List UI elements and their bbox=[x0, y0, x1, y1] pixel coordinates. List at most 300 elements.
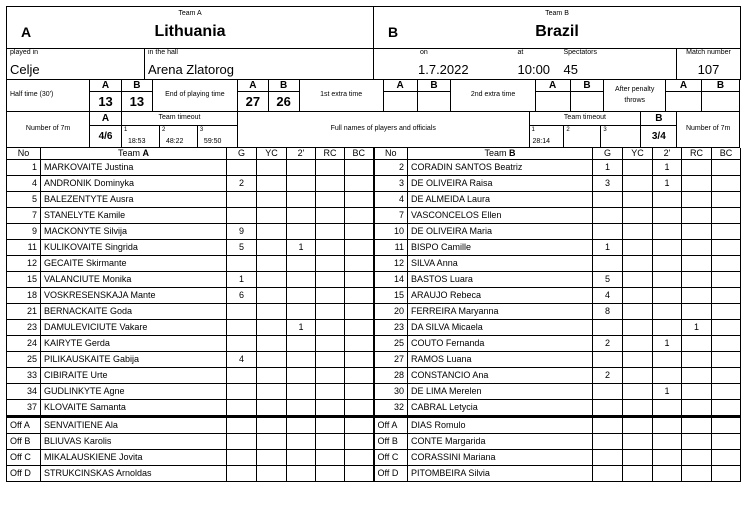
col-rc-a: RC bbox=[316, 148, 345, 160]
official-name: SENVAITIENE Ala bbox=[41, 416, 227, 433]
timeout-a-3 bbox=[197, 125, 237, 147]
player-yc bbox=[623, 335, 653, 351]
player-name: PILIKAUSKAITE Gabija bbox=[41, 351, 227, 367]
player-name: KULIKOVAITE Singrida bbox=[41, 239, 227, 255]
official-row bbox=[7, 416, 741, 433]
official-blank bbox=[653, 465, 682, 481]
player-name: DE LIMA Merelen bbox=[408, 383, 593, 399]
official-blank bbox=[257, 433, 287, 449]
table-row bbox=[7, 223, 741, 239]
player-yc bbox=[623, 319, 653, 335]
date-value: 1.7.2022 bbox=[418, 62, 469, 77]
player-g bbox=[593, 255, 623, 271]
player-name: KAIRYTE Gerda bbox=[41, 335, 227, 351]
official-blank bbox=[257, 465, 287, 481]
at-label: at bbox=[517, 49, 524, 56]
player-g: 1 bbox=[593, 159, 623, 175]
player-rc bbox=[316, 223, 345, 239]
player-name: DE OLIVEIRA Raisa bbox=[408, 175, 593, 191]
official-blank bbox=[623, 416, 653, 433]
official-rows bbox=[7, 416, 741, 481]
player-number: 9 bbox=[7, 223, 41, 239]
end-a-header: A bbox=[237, 80, 268, 92]
player-bc bbox=[345, 175, 374, 191]
table-row bbox=[7, 319, 741, 335]
col-bc-b: BC bbox=[712, 148, 741, 160]
team-a-caption bbox=[7, 10, 373, 18]
official-blank bbox=[316, 449, 345, 465]
penalty-b-score bbox=[701, 92, 739, 112]
player-yc bbox=[623, 351, 653, 367]
player-name: VOSKRESENSKAJA Mante bbox=[41, 287, 227, 303]
player-yc bbox=[623, 287, 653, 303]
player-yc bbox=[257, 223, 287, 239]
player-yc bbox=[623, 191, 653, 207]
player-rc bbox=[682, 335, 712, 351]
player-yc bbox=[257, 351, 287, 367]
end-label: End of playing time bbox=[152, 80, 237, 112]
player-g: 1 bbox=[227, 271, 257, 287]
player-g: 5 bbox=[227, 239, 257, 255]
player-g bbox=[593, 223, 623, 239]
player-two bbox=[653, 399, 682, 416]
player-g bbox=[227, 303, 257, 319]
player-number: 24 bbox=[7, 335, 41, 351]
timeout-a-3-t: 59:50 bbox=[203, 137, 222, 145]
player-name: CIBIRAITE Urte bbox=[41, 367, 227, 383]
half-b-header: B bbox=[121, 80, 152, 92]
played-in-value: Celje bbox=[10, 62, 40, 77]
player-name: VALANCIUTE Monika bbox=[41, 271, 227, 287]
official-blank bbox=[682, 465, 712, 481]
player-two bbox=[653, 207, 682, 223]
player-yc bbox=[623, 383, 653, 399]
extra1-a-score bbox=[383, 92, 417, 112]
official-blank bbox=[316, 416, 345, 433]
player-yc bbox=[257, 191, 287, 207]
official-blank bbox=[682, 433, 712, 449]
player-yc bbox=[257, 335, 287, 351]
official-blank bbox=[287, 449, 316, 465]
player-bc bbox=[712, 255, 741, 271]
player-g: 6 bbox=[227, 287, 257, 303]
player-name: FERREIRA Maryanna bbox=[408, 303, 593, 319]
official-role: Off C bbox=[7, 449, 41, 465]
player-bc bbox=[345, 255, 374, 271]
table-row bbox=[7, 271, 741, 287]
player-bc bbox=[712, 239, 741, 255]
player-yc bbox=[623, 271, 653, 287]
player-two bbox=[653, 223, 682, 239]
official-blank bbox=[712, 465, 741, 481]
official-role: Off B bbox=[7, 433, 41, 449]
player-g: 2 bbox=[593, 335, 623, 351]
official-blank bbox=[712, 416, 741, 433]
player-rc bbox=[682, 159, 712, 175]
player-yc bbox=[623, 223, 653, 239]
penalty-b-header: B bbox=[701, 80, 739, 92]
player-g bbox=[593, 351, 623, 367]
player-bc bbox=[345, 287, 374, 303]
player-rc bbox=[316, 207, 345, 223]
official-role: Off A bbox=[374, 416, 408, 433]
official-blank bbox=[345, 465, 374, 481]
official-row bbox=[7, 449, 741, 465]
player-name: SILVA Anna bbox=[408, 255, 593, 271]
official-blank bbox=[227, 433, 257, 449]
player-bc bbox=[345, 367, 374, 383]
player-g bbox=[593, 191, 623, 207]
player-two: 1 bbox=[653, 335, 682, 351]
player-bc bbox=[345, 207, 374, 223]
played-in-cell bbox=[7, 49, 145, 79]
penalty-a-score bbox=[666, 92, 702, 112]
team-a-caption-letter: A bbox=[197, 10, 202, 17]
player-bc bbox=[712, 351, 741, 367]
player-number: 25 bbox=[7, 351, 41, 367]
player-name: GECAITE Skirmante bbox=[41, 255, 227, 271]
team-a-letter: A bbox=[21, 24, 32, 40]
player-two bbox=[653, 191, 682, 207]
spectators-value: 45 bbox=[563, 62, 578, 77]
official-blank bbox=[593, 449, 623, 465]
player-g bbox=[227, 335, 257, 351]
col-team-a-letter: A bbox=[142, 148, 150, 158]
player-number: 11 bbox=[374, 239, 408, 255]
official-blank bbox=[345, 433, 374, 449]
player-two bbox=[287, 367, 316, 383]
player-number: 4 bbox=[374, 191, 408, 207]
player-rc bbox=[682, 303, 712, 319]
match-number-value: 107 bbox=[697, 62, 720, 77]
official-blank bbox=[345, 416, 374, 433]
team-b-letter: B bbox=[388, 24, 399, 40]
extra1-a-header: A bbox=[383, 80, 417, 92]
player-rc bbox=[316, 191, 345, 207]
table-row bbox=[7, 239, 741, 255]
col-team-a-label: Team bbox=[117, 148, 140, 158]
extra1-b-score bbox=[417, 92, 451, 112]
player-yc bbox=[623, 303, 653, 319]
official-role: Off C bbox=[374, 449, 408, 465]
official-blank bbox=[593, 433, 623, 449]
player-rc bbox=[316, 255, 345, 271]
player-number: 33 bbox=[7, 367, 41, 383]
player-name: CORADIN SANTOS Beatriz bbox=[408, 159, 593, 175]
official-role: Off D bbox=[7, 465, 41, 481]
player-name: DA SILVA Micaela bbox=[408, 319, 593, 335]
player-bc bbox=[345, 239, 374, 255]
official-blank bbox=[316, 465, 345, 481]
player-name: RAMOS Luana bbox=[408, 351, 593, 367]
score-sheet bbox=[6, 6, 740, 511]
player-bc bbox=[712, 207, 741, 223]
player-g: 8 bbox=[593, 303, 623, 319]
player-g: 9 bbox=[227, 223, 257, 239]
player-rc bbox=[316, 287, 345, 303]
player-name: MARKOVAITE Justina bbox=[41, 159, 227, 175]
official-blank bbox=[316, 433, 345, 449]
player-number: 14 bbox=[374, 271, 408, 287]
timeout-b-3-n: 3 bbox=[603, 126, 607, 133]
player-rc bbox=[682, 383, 712, 399]
official-blank bbox=[287, 465, 316, 481]
extra2-a-header: A bbox=[535, 80, 570, 92]
timeouts-table bbox=[6, 112, 740, 148]
player-two bbox=[287, 175, 316, 191]
player-two bbox=[287, 159, 316, 175]
player-g bbox=[227, 367, 257, 383]
player-number: 10 bbox=[374, 223, 408, 239]
player-bc bbox=[345, 223, 374, 239]
table-row bbox=[7, 367, 741, 383]
player-yc bbox=[257, 239, 287, 255]
official-name: CONTE Margarida bbox=[408, 433, 593, 449]
player-rc bbox=[682, 255, 712, 271]
official-role: Off D bbox=[374, 465, 408, 481]
timeout-a-label: Team timeout bbox=[121, 112, 237, 125]
sevens-b-header: B bbox=[641, 112, 677, 125]
team-header bbox=[6, 6, 741, 49]
match-number-cell bbox=[677, 49, 741, 79]
official-blank bbox=[653, 449, 682, 465]
timeout-a-1-t: 18:53 bbox=[127, 137, 146, 145]
player-g: 2 bbox=[227, 175, 257, 191]
official-role: Off A bbox=[7, 416, 41, 433]
col-g-b: G bbox=[593, 148, 623, 160]
player-yc bbox=[623, 399, 653, 416]
player-g bbox=[593, 383, 623, 399]
extra1-b-header: B bbox=[417, 80, 451, 92]
col-rc-b: RC bbox=[682, 148, 712, 160]
player-bc bbox=[345, 319, 374, 335]
player-g: 4 bbox=[593, 287, 623, 303]
player-rc bbox=[316, 367, 345, 383]
player-name: VASCONCELOS Ellen bbox=[408, 207, 593, 223]
official-name: MIKALAUSKIENE Jovita bbox=[41, 449, 227, 465]
player-g bbox=[227, 399, 257, 416]
player-two bbox=[287, 351, 316, 367]
official-name: BLIUVAS Karolis bbox=[41, 433, 227, 449]
player-bc bbox=[345, 271, 374, 287]
player-yc bbox=[257, 303, 287, 319]
official-blank bbox=[653, 433, 682, 449]
full-names-label: Full names of players and officials bbox=[237, 112, 529, 147]
player-two bbox=[653, 287, 682, 303]
player-g: 3 bbox=[593, 175, 623, 191]
sevens-a-header: A bbox=[90, 112, 122, 125]
player-number: 23 bbox=[374, 319, 408, 335]
player-bc bbox=[712, 319, 741, 335]
player-two bbox=[287, 207, 316, 223]
player-bc bbox=[712, 383, 741, 399]
player-rc bbox=[682, 287, 712, 303]
hall-value: Arena Zlatorog bbox=[148, 62, 234, 77]
player-g bbox=[227, 255, 257, 271]
player-name: KLOVAITE Samanta bbox=[41, 399, 227, 416]
official-row bbox=[7, 433, 741, 449]
col-no-a: No bbox=[7, 148, 41, 160]
table-row bbox=[7, 207, 741, 223]
sevens-a-value: 4/6 bbox=[90, 125, 122, 147]
player-number: 21 bbox=[7, 303, 41, 319]
player-bc bbox=[345, 191, 374, 207]
player-rc bbox=[682, 223, 712, 239]
player-number: 1 bbox=[7, 159, 41, 175]
player-number: 37 bbox=[7, 399, 41, 416]
player-bc bbox=[712, 271, 741, 287]
official-blank bbox=[623, 465, 653, 481]
player-number: 15 bbox=[7, 271, 41, 287]
player-number: 20 bbox=[374, 303, 408, 319]
col-yc-a: YC bbox=[257, 148, 287, 160]
official-blank bbox=[257, 416, 287, 433]
player-yc bbox=[623, 207, 653, 223]
player-bc bbox=[712, 223, 741, 239]
official-blank bbox=[712, 433, 741, 449]
sevens-a-label: Number of 7m bbox=[7, 112, 90, 147]
player-number: 34 bbox=[7, 383, 41, 399]
player-two bbox=[287, 383, 316, 399]
player-name: GUDLINKYTE Agne bbox=[41, 383, 227, 399]
player-g bbox=[593, 319, 623, 335]
player-rc bbox=[316, 271, 345, 287]
official-blank bbox=[593, 416, 623, 433]
player-g: 1 bbox=[593, 239, 623, 255]
player-name: ANDRONIK Dominyka bbox=[41, 175, 227, 191]
col-bc-a: BC bbox=[345, 148, 374, 160]
official-blank bbox=[227, 465, 257, 481]
team-b-caption-letter: B bbox=[564, 10, 569, 17]
team-label-b: Team bbox=[545, 10, 563, 17]
penalty-a-header: A bbox=[666, 80, 702, 92]
player-rows bbox=[7, 159, 741, 416]
player-bc bbox=[345, 351, 374, 367]
player-number: 7 bbox=[374, 207, 408, 223]
player-number: 3 bbox=[374, 175, 408, 191]
end-b-header: B bbox=[268, 80, 299, 92]
extra1-label: 1st extra time bbox=[299, 80, 383, 112]
player-bc bbox=[345, 399, 374, 416]
timeout-b-1 bbox=[529, 125, 564, 147]
official-blank bbox=[257, 449, 287, 465]
player-yc bbox=[257, 399, 287, 416]
official-blank bbox=[712, 449, 741, 465]
player-two bbox=[287, 255, 316, 271]
played-in-label: played in bbox=[10, 49, 39, 56]
col-g-a: G bbox=[227, 148, 257, 160]
match-number-label: Match number bbox=[686, 49, 731, 56]
player-two: 1 bbox=[287, 319, 316, 335]
timeout-a-3-n: 3 bbox=[199, 126, 204, 133]
timeout-b-label: Team timeout bbox=[529, 112, 641, 125]
player-yc bbox=[257, 255, 287, 271]
player-rc bbox=[682, 271, 712, 287]
player-number: 30 bbox=[374, 383, 408, 399]
player-bc bbox=[345, 335, 374, 351]
player-rc bbox=[682, 351, 712, 367]
player-yc bbox=[257, 159, 287, 175]
player-number: 5 bbox=[7, 191, 41, 207]
player-bc bbox=[712, 399, 741, 416]
player-yc bbox=[623, 159, 653, 175]
player-bc bbox=[712, 191, 741, 207]
player-rc bbox=[682, 191, 712, 207]
player-number: 12 bbox=[374, 255, 408, 271]
player-g: 4 bbox=[227, 351, 257, 367]
player-name: BISPO Camille bbox=[408, 239, 593, 255]
col-team-b-letter: B bbox=[509, 148, 516, 158]
player-number: 32 bbox=[374, 399, 408, 416]
player-rc bbox=[316, 351, 345, 367]
player-name: ARAUJO Rebeca bbox=[408, 287, 593, 303]
team-a-name: Lithuania bbox=[154, 23, 226, 40]
official-blank bbox=[287, 433, 316, 449]
player-rc bbox=[316, 399, 345, 416]
official-name: CORASSINI Mariana bbox=[408, 449, 593, 465]
player-yc bbox=[257, 207, 287, 223]
player-number: 27 bbox=[374, 351, 408, 367]
player-bc bbox=[345, 159, 374, 175]
official-blank bbox=[623, 433, 653, 449]
player-two bbox=[653, 303, 682, 319]
player-two bbox=[653, 271, 682, 287]
date-cell bbox=[374, 49, 468, 79]
extra2-a-score bbox=[535, 92, 570, 112]
penalty-label-line1: After penalty bbox=[615, 85, 655, 93]
timeout-a-2-n: 2 bbox=[161, 126, 166, 133]
player-name: DAMULEVICIUTE Vakare bbox=[41, 319, 227, 335]
player-number: 25 bbox=[374, 335, 408, 351]
player-name: DE ALMEIDA Laura bbox=[408, 191, 593, 207]
player-number: 7 bbox=[7, 207, 41, 223]
player-g bbox=[593, 207, 623, 223]
table-row bbox=[7, 255, 741, 271]
player-two bbox=[287, 271, 316, 287]
official-role: Off B bbox=[374, 433, 408, 449]
player-g bbox=[227, 383, 257, 399]
col-team-b bbox=[408, 148, 593, 160]
player-two bbox=[653, 319, 682, 335]
player-g bbox=[227, 191, 257, 207]
player-name: COUTO Fernanda bbox=[408, 335, 593, 351]
player-two: 1 bbox=[287, 239, 316, 255]
timeout-b-3 bbox=[601, 125, 641, 147]
official-blank bbox=[653, 416, 682, 433]
player-g: 5 bbox=[593, 271, 623, 287]
official-name: PITOMBEIRA Silvia bbox=[408, 465, 593, 481]
player-name: MACKONYTE Silvija bbox=[41, 223, 227, 239]
timeout-a-1-n: 1 bbox=[123, 126, 128, 133]
player-two bbox=[287, 335, 316, 351]
col-team-a bbox=[41, 148, 227, 160]
player-rc bbox=[682, 175, 712, 191]
team-b-name: Brazil bbox=[535, 23, 579, 40]
player-two bbox=[653, 255, 682, 271]
half-a-header: A bbox=[90, 80, 122, 92]
official-blank bbox=[345, 449, 374, 465]
hall-label: in the hall bbox=[148, 49, 178, 56]
timeout-b-1-t: 28:14 bbox=[532, 137, 551, 145]
player-two bbox=[287, 287, 316, 303]
time-cell bbox=[468, 49, 551, 79]
player-bc bbox=[712, 303, 741, 319]
player-bc bbox=[345, 383, 374, 399]
player-two bbox=[287, 191, 316, 207]
player-g: 2 bbox=[593, 367, 623, 383]
player-number: 15 bbox=[374, 287, 408, 303]
official-row bbox=[7, 465, 741, 481]
